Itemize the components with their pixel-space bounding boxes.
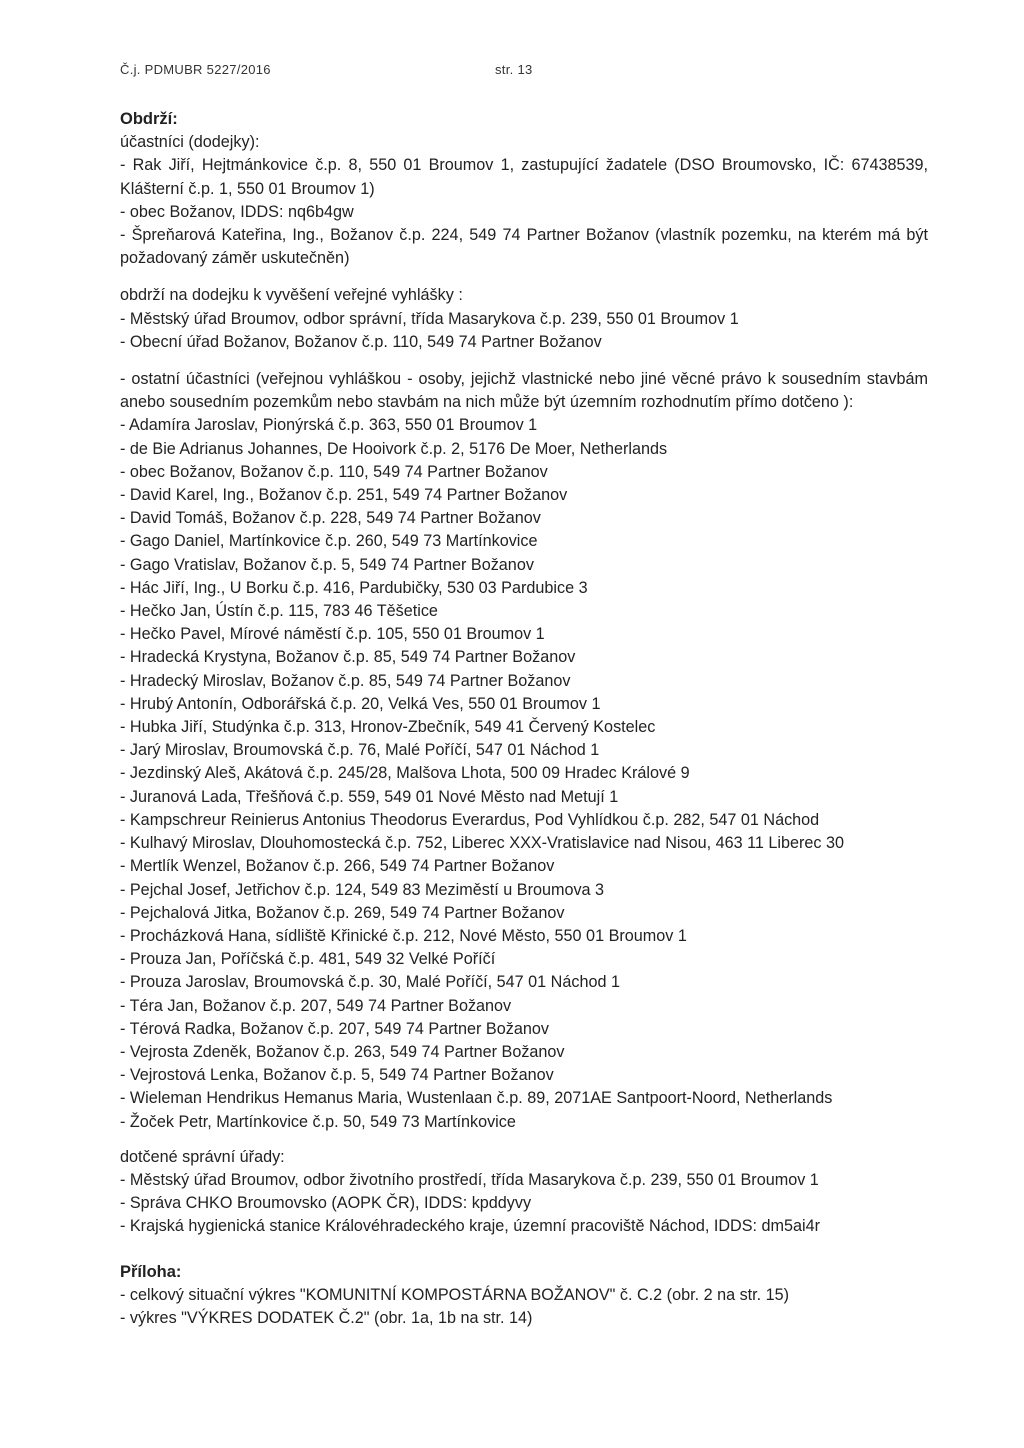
notice-intro: obdrží na dodejku k vyvěšení veřejné vyhlášky : bbox=[120, 286, 463, 305]
participant-item: - David Tomáš, Božanov č.p. 228, 549 74 Partner Božanov bbox=[120, 509, 541, 528]
participant-item: - Térová Radka, Božanov č.p. 207, 549 74 Partner Božanov bbox=[120, 1019, 549, 1038]
authority-item: - Správa CHKO Broumovsko (AOPK ČR), IDDS: kpddyvy bbox=[120, 1194, 532, 1213]
notice-item: - Městský úřad Broumov, odbor správní, třída Masarykova č.p. 239, 550 01 Broumov 1 bbox=[120, 309, 739, 328]
participant-item: - Hrubý Antonín, Odborářská č.p. 20, Velká Ves, 550 01 Broumov 1 bbox=[120, 694, 601, 713]
participant-item: - Mertlík Wenzel, Božanov č.p. 266, 549 74 Partner Božanov bbox=[120, 857, 555, 876]
recipients-intro: účastníci (dodejky): bbox=[120, 133, 260, 152]
attachment-item: - výkres "VÝKRES DODATEK Č.2" (obr. 1a, 1b na str. 14) bbox=[120, 1308, 533, 1327]
document-body bbox=[120, 108, 928, 1330]
participant-item: - David Karel, Ing., Božanov č.p. 251, 549 74 Partner Božanov bbox=[120, 486, 568, 505]
participant-item: - Hečko Pavel, Mírové náměstí č.p. 105, 550 01 Broumov 1 bbox=[120, 625, 545, 644]
participant-item: - Gago Vratislav, Božanov č.p. 5, 549 74 Partner Božanov bbox=[120, 555, 534, 574]
participant-item: - Kulhavý Miroslav, Dlouhomostecká č.p. 752, Liberec XXX-Vratislavice nad Nisou, 463 11 Liberec 30 bbox=[120, 834, 845, 853]
participant-item: - Gago Daniel, Martínkovice č.p. 260, 549 73 Martínkovice bbox=[120, 532, 538, 551]
participant-item: - Hradecký Miroslav, Božanov č.p. 85, 549 74 Partner Božanov bbox=[120, 671, 571, 690]
participant-item: - Juranová Lada, Třešňová č.p. 559, 549 01 Nové Město nad Metují 1 bbox=[120, 787, 619, 806]
participant-item: - Prouza Jaroslav, Broumovská č.p. 30, Malé Poříčí, 547 01 Náchod 1 bbox=[120, 973, 620, 992]
participant-item: - Téra Jan, Božanov č.p. 207, 549 74 Partner Božanov bbox=[120, 996, 512, 1015]
other-participants-intro: - ostatní účastníci (veřejnou vyhláškou - osoby, jejichž vlastnické nebo jiné věcné právo k sousedním stavbám anebo sousedním pozemkům nebo stavbám na nich může být územním rozhodnutím přímo dotčeno ): bbox=[120, 370, 928, 412]
participant-item: - Procházková Hana, sídliště Křinické č.p. 212, Nové Město, 550 01 Broumov 1 bbox=[120, 926, 687, 945]
notice-item: - Obecní úřad Božanov, Božanov č.p. 110, 549 74 Partner Božanov bbox=[120, 332, 602, 351]
recipient-item: - obec Božanov, IDDS: nq6b4gw bbox=[120, 202, 354, 221]
participant-item: - Jarý Miroslav, Broumovská č.p. 76, Malé Poříčí, 547 01 Náchod 1 bbox=[120, 741, 600, 760]
recipient-item: - Rak Jiří, Hejtmánkovice č.p. 8, 550 01 Broumov 1, zastupující žadatele (DSO Broumovsko, IČ: 67438539, Klášterní č.p. 1, 550 01 Broumov 1) bbox=[120, 156, 928, 198]
authorities-intro: dotčené správní úřady: bbox=[120, 1147, 285, 1166]
participant-item: - de Bie Adrianus Johannes, De Hooivork č.p. 2, 5176 De Moer, Netherlands bbox=[120, 439, 668, 458]
participant-item: - Wieleman Hendrikus Hemanus Maria, Wustenlaan č.p. 89, 2071AE Santpoort-Noord, Netherlands bbox=[120, 1089, 833, 1108]
page-number: str. 13 bbox=[495, 62, 533, 77]
authority-item: - Krajská hygienická stanice Královéhradeckého kraje, územní pracoviště Náchod, IDDS: dm5ai4r bbox=[120, 1217, 820, 1236]
participant-item: - Kampschreur Reinierus Antonius Theodorus Everardus, Pod Vyhlídkou č.p. 282, 547 01 Náchod bbox=[120, 810, 820, 829]
notice-list bbox=[120, 308, 928, 354]
participant-item: - Hradecká Krystyna, Božanov č.p. 85, 549 74 Partner Božanov bbox=[120, 648, 576, 667]
attachments-list bbox=[120, 1284, 928, 1330]
participant-item: - Vejrosta Zdeněk, Božanov č.p. 263, 549 74 Partner Božanov bbox=[120, 1042, 565, 1061]
participant-item: - obec Božanov, Božanov č.p. 110, 549 74 Partner Božanov bbox=[120, 462, 548, 481]
participant-item: - Adamíra Jaroslav, Pionýrská č.p. 363, 550 01 Broumov 1 bbox=[120, 416, 538, 435]
attachments-heading: Příloha: bbox=[120, 1262, 182, 1281]
recipient-item: - Špreňarová Kateřina, Ing., Božanov č.p. 224, 549 74 Partner Božanov (vlastník pozemku, na kterém má být požadovaný záměr uskutečněn) bbox=[120, 226, 928, 268]
recipients-heading: Obdrží: bbox=[120, 110, 178, 128]
participant-item: - Hubka Jiří, Studýnka č.p. 313, Hronov-Zbečník, 549 41 Červený Kostelec bbox=[120, 718, 656, 737]
participant-item: - Hečko Jan, Ústín č.p. 115, 783 46 Těšetice bbox=[120, 602, 438, 621]
participant-item: - Prouza Jan, Poříčská č.p. 481, 549 32 Velké Poříčí bbox=[120, 950, 496, 969]
authorities-list bbox=[120, 1169, 928, 1239]
authority-item: - Městský úřad Broumov, odbor životního prostředí, třída Masarykova č.p. 239, 550 01 Broumov 1 bbox=[120, 1170, 819, 1189]
participant-item: - Pejchalová Jitka, Božanov č.p. 269, 549 74 Partner Božanov bbox=[120, 903, 565, 922]
participant-item: - Pejchal Josef, Jetřichov č.p. 124, 549 83 Meziměstí u Broumova 3 bbox=[120, 880, 605, 899]
attachment-item: - celkový situační výkres "KOMUNITNÍ KOMPOSTÁRNA BOŽANOV" č. C.2 (obr. 2 na str. 15) bbox=[120, 1285, 790, 1304]
participant-item: - Jezdinský Aleš, Akátová č.p. 245/28, Malšova Lhota, 500 09 Hradec Králové 9 bbox=[120, 764, 690, 783]
participant-item: - Vejrostová Lenka, Božanov č.p. 5, 549 74 Partner Božanov bbox=[120, 1066, 554, 1085]
reference-number: Č.j. PDMUBR 5227/2016 bbox=[120, 62, 271, 77]
participant-item: - Hác Jiří, Ing., U Borku č.p. 416, Pardubičky, 530 03 Pardubice 3 bbox=[120, 578, 588, 597]
participant-item: - Žoček Petr, Martínkovice č.p. 50, 549 73 Martínkovice bbox=[120, 1112, 516, 1131]
other-participants-list bbox=[120, 414, 928, 1133]
